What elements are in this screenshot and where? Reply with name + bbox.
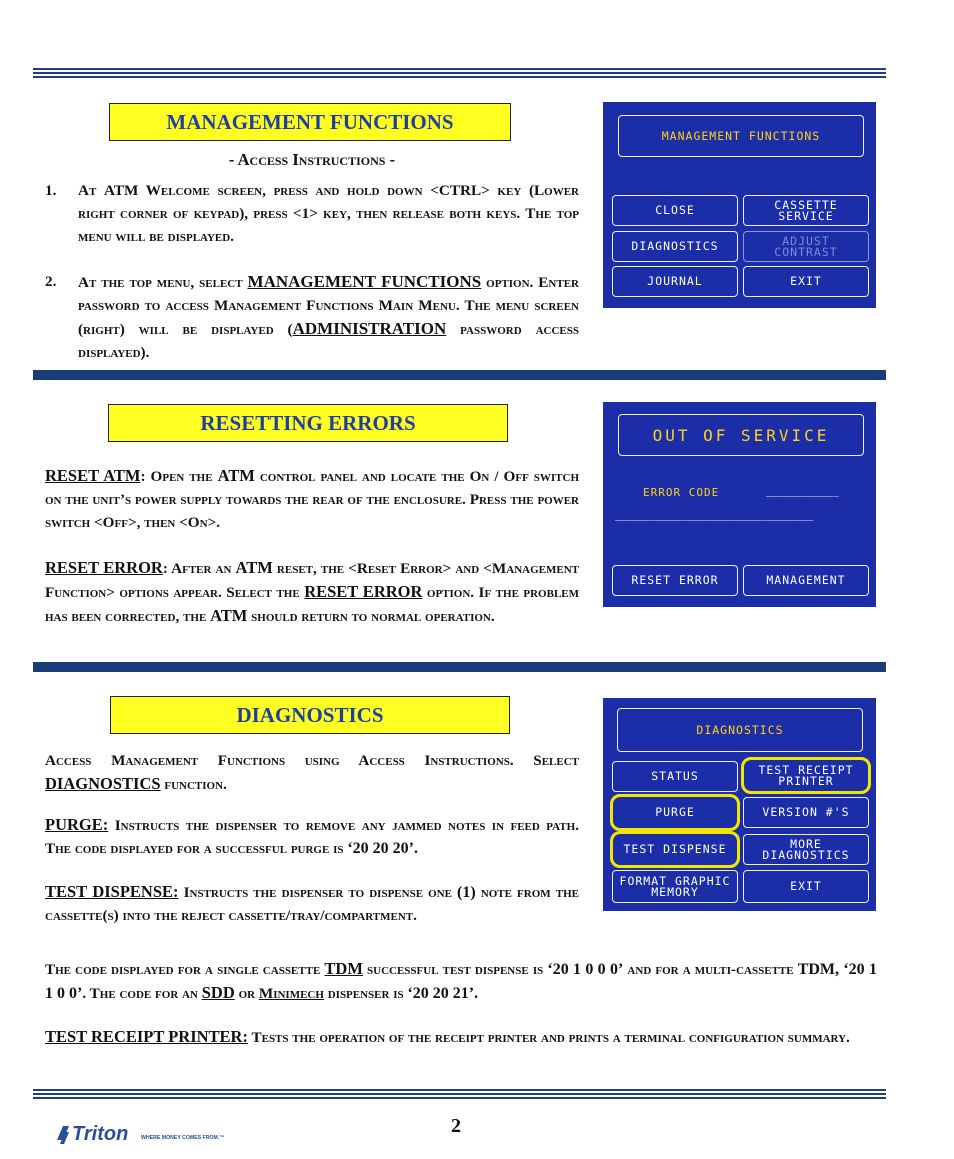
triton-logo (55, 1120, 230, 1155)
test-dispense-codes: The code displayed for a single cassette TDM successful test dispense is ‘20 1 0 0 0’ and for a multi-cassette TDM, ‘20 1 1 0 0’. The code for an SDD or Minimech dispenser is ‘20 20 21’. (45, 959, 878, 1002)
triton-logo-mark (55, 1120, 230, 1150)
error-code-value: ___________ (766, 484, 839, 497)
atm-screen-management (603, 102, 876, 308)
test-receipt-printer-button[interactable]: TEST RECEIPT PRINTER (743, 759, 869, 792)
step-1: 1. At ATM Welcome screen, press and hold down <CTRL> key (Lower right corner of keypad), press <1> key, then release both keys. The top menu will be displayed. (45, 182, 579, 245)
reset-error-paragraph: RESET ERROR: After an ATM reset, the <Reset Error> and <Management Function> options appear. Select the RESET ERROR option. If the problem has been corrected, the ATM should return to normal operation. (45, 558, 579, 625)
exit-button[interactable]: EXIT (743, 870, 869, 903)
section-heading-resetting: RESETTING ERRORS (108, 404, 508, 442)
cassette-service-button[interactable]: CASSETTE SERVICE (743, 195, 869, 226)
purge-paragraph: PURGE: Instructs the dispenser to remove any jammed notes in feed path. The code displayed for a successful purge is ‘20 20 20’. (45, 815, 579, 857)
management-button[interactable]: MANAGEMENT (743, 565, 869, 596)
section-divider (33, 370, 886, 380)
section-divider (33, 662, 886, 672)
top-rule (33, 68, 886, 80)
screen-title: OUT OF SERVICE (618, 414, 864, 456)
test-dispense-paragraph: TEST DISPENSE: Instructs the dispenser to dispense one (1) note from the cassette(s) into the reject cassette/tray/compartment. (45, 882, 579, 924)
error-code-label: ERROR CODE (643, 486, 720, 499)
journal-button[interactable]: JOURNAL (612, 266, 738, 297)
screen-title: MANAGEMENT FUNCTIONS (618, 115, 864, 157)
status-button[interactable]: STATUS (612, 761, 738, 792)
format-graphic-memory-button[interactable]: FORMAT GRAPHIC MEMORY (612, 870, 738, 903)
reset-atm-paragraph: RESET ATM: Open the ATM control panel and locate the On / Off switch on the unit’s power supply towards the rear of the enclosure. Press the power switch <Off>, then <On>. (45, 466, 580, 531)
bottom-rule (33, 1089, 886, 1101)
reset-error-button[interactable]: RESET ERROR (612, 565, 738, 596)
step-2: 2. At the top menu, select MANAGEMENT FUNCTIONS option. Enter password to access Management Functions Main Menu. The menu screen (right) will be displayed (ADMINISTRATION password access displayed). (45, 272, 579, 361)
purge-button[interactable]: PURGE (612, 796, 738, 829)
exit-button[interactable]: EXIT (743, 266, 869, 297)
diagnostics-intro: Access Management Functions using Access Instructions. Select DIAGNOSTICS function. (45, 752, 579, 793)
more-diagnostics-button[interactable]: MORE DIAGNOSTICS (743, 834, 869, 865)
atm-screen-out-of-service (603, 402, 876, 607)
logo-tagline: WHERE MONEY COMES FROM.™ (141, 1135, 225, 1141)
page-number: 2 (451, 1115, 461, 1137)
diagnostics-button[interactable]: DIAGNOSTICS (612, 231, 738, 262)
test-dispense-button[interactable]: TEST DISPENSE (612, 833, 738, 866)
logo-wordmark: Triton (72, 1123, 129, 1145)
section-heading-management: MANAGEMENT FUNCTIONS (109, 103, 511, 141)
close-button[interactable]: CLOSE (612, 195, 738, 226)
atm-screen-diagnostics (603, 698, 876, 911)
section-heading-diagnostics: DIAGNOSTICS (110, 696, 510, 734)
access-instructions-subheading: - Access Instructions - (228, 150, 396, 169)
error-line: ______________________________ (615, 508, 814, 521)
test-receipt-printer-paragraph: TEST RECEIPT PRINTER: Tests the operation of the receipt printer and prints a terminal configuration summary. (45, 1027, 850, 1046)
screen-title: DIAGNOSTICS (617, 708, 863, 752)
adjust-contrast-button[interactable]: ADJUST CONTRAST (743, 231, 869, 262)
version-button[interactable]: VERSION #'S (743, 797, 869, 828)
